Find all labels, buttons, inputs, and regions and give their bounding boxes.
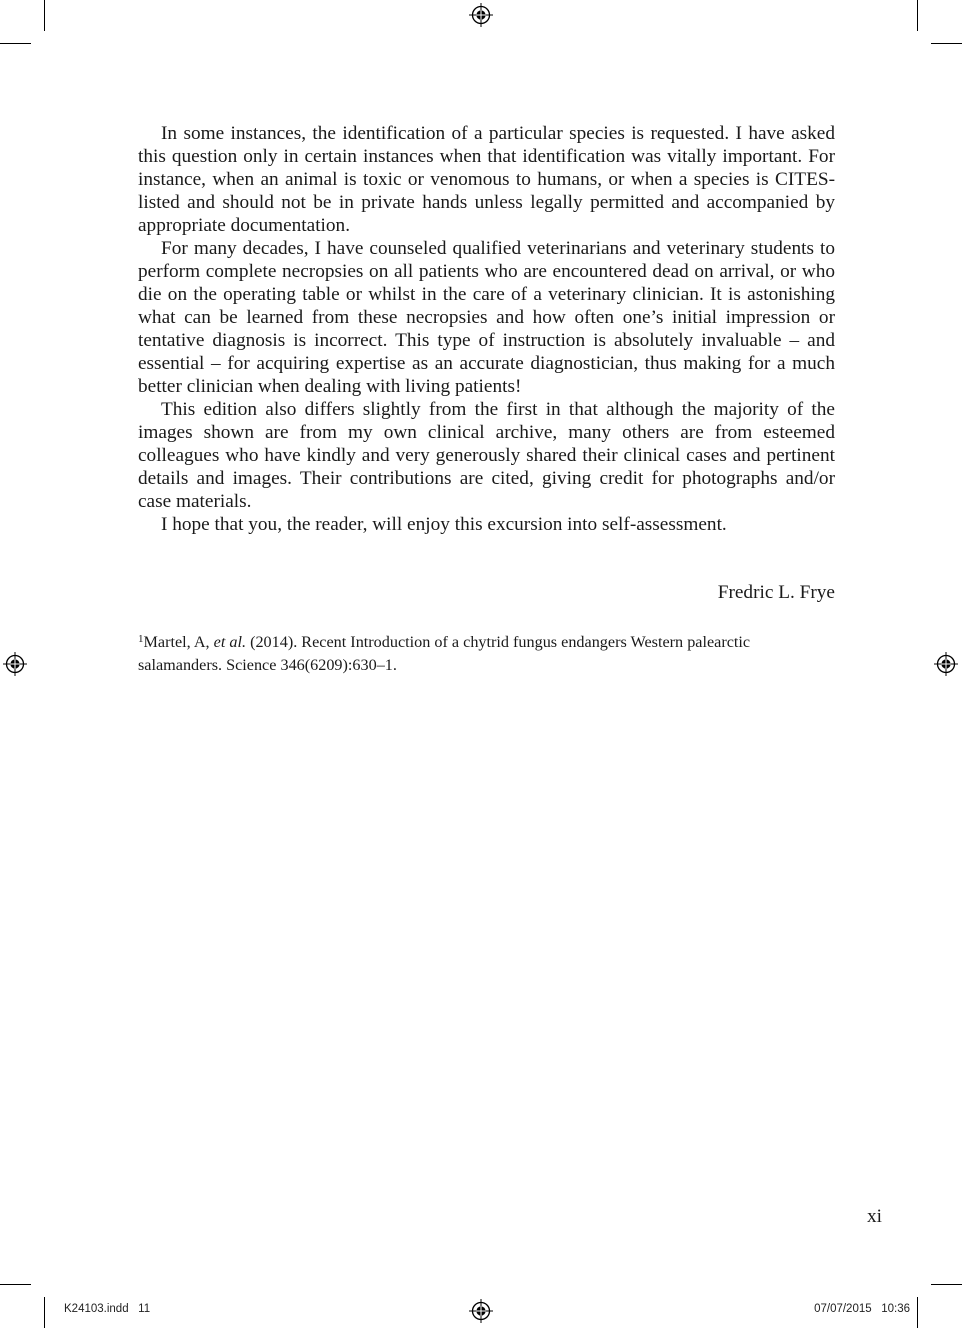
footnote-author: Martel, A, xyxy=(143,633,214,651)
crop-mark-top-right-horizontal xyxy=(931,43,962,44)
slug-file-info: K24103.indd 11 xyxy=(64,1303,151,1315)
paragraph: For many decades, I have counseled qualified veterinarians and veterinary students to perform complete necropsies on all patients who are encountered dead on arrival, or who die on the operating table or whilst in the care of a veterinary clinician. It is astonishing what can be learned from these necropsies and how often one’s initial impression or tentative diagnosis is incorrect. This type of instruction is absolutely invaluable – and essential – for acquiring expertise as an accurate diagnostician, thus making for a much better clinician when dealing with living patients! xyxy=(138,238,835,397)
paragraph: I hope that you, the reader, will enjoy this excursion into self-assessment. xyxy=(161,514,727,535)
body-text xyxy=(138,122,835,536)
slug-datetime: 07/07/2015 10:36 xyxy=(814,1303,910,1315)
footnote-text: (2014). Recent Introduction of a chytrid fungus endangers Western palearctic xyxy=(246,633,751,651)
registration-mark-icon xyxy=(469,1299,493,1323)
footnote-text-continued: salamanders. Science 346(6209):630–1. xyxy=(138,656,397,674)
crop-mark-top-left-vertical xyxy=(44,0,45,31)
registration-mark-icon xyxy=(469,3,493,27)
registration-mark-icon xyxy=(3,652,27,676)
crop-mark-bottom-left-vertical xyxy=(44,1297,45,1328)
paragraph: This edition also differs slightly from the first in that although the majority of the images shown are from my own clinical archive, many others are from esteemed colleagues who have kindly and very generously shared their clinical cases and pertinent details and images. Their contributions are cited, giving credit for photographs and/or case materials. xyxy=(138,399,835,512)
crop-mark-bottom-right-vertical xyxy=(917,1297,918,1328)
footnote xyxy=(138,628,838,677)
footnote-et-al: et al. xyxy=(213,633,247,651)
crop-mark-top-right-vertical xyxy=(917,0,918,31)
paragraph: In some instances, the identification of a particular species is requested. I have asked this question only in certain instances when that identification was vitally important. For instance, when an animal is toxic or venomous to humans, or when a species is CITES-listed and should not be in private hands unless legally permitted and accompanied by appropriate documentation. xyxy=(138,123,835,236)
crop-mark-top-left-horizontal xyxy=(0,43,31,44)
crop-mark-bottom-right-horizontal xyxy=(931,1284,962,1285)
footnote-marker: 1 xyxy=(138,633,144,645)
registration-mark-icon xyxy=(934,652,958,676)
author-signature: Fredric L. Frye xyxy=(717,582,835,603)
page-number: xi xyxy=(867,1206,882,1227)
crop-mark-bottom-left-horizontal xyxy=(0,1284,31,1285)
